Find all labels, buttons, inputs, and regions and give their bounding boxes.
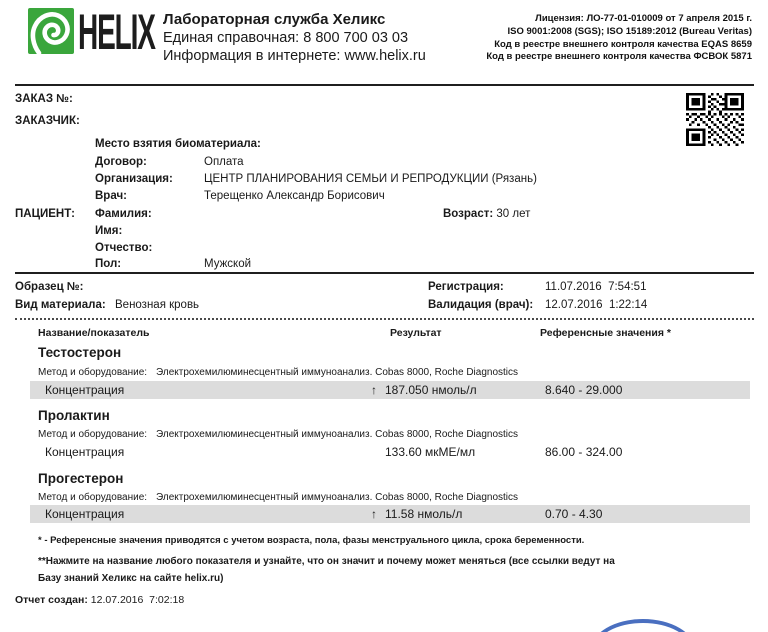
logo-wordmark: HELIX	[78, 4, 155, 60]
report-created-row	[15, 594, 184, 606]
method-label: Метод и оборудование:	[38, 367, 148, 378]
hotline-text: Единая справочная: 8 800 700 03 03	[163, 30, 409, 46]
organization-label: Организация:	[95, 173, 173, 185]
column-name: Название/показатель	[38, 327, 150, 339]
method-value: Электрохемилюминесцентный иммуноанализ. Cobas 8000, Roche Diagnostics	[156, 429, 519, 440]
material-type-label: Вид материала:	[15, 299, 106, 311]
helix-logo-icon	[28, 8, 74, 54]
result-value	[371, 383, 477, 397]
patient-label: ПАЦИЕНТ:	[15, 208, 75, 220]
dotted-divider	[15, 318, 754, 320]
sample-number-label: Образец №:	[15, 281, 84, 293]
fsvok-line: Код в реестре внешнего контроля качества ФСВОК 5871	[486, 51, 752, 63]
test-name-testosterone[interactable]: Тестостерон	[38, 345, 122, 360]
method-label: Метод и оборудование:	[38, 492, 148, 503]
result-number: 133.60 мкМЕ/мл	[385, 445, 476, 459]
knowledge-base-footnote: **Нажмите на название любого показателя и узнайте, что он значит и почему может меняться (все ссылки ведут на Базу знаний Хеликс на сайте helix.ru)	[38, 556, 615, 584]
organization-value: ЦЕНТР ПЛАНИРОВАНИЯ СЕМЬИ И РЕПРОДУКЦИИ (Рязань)	[204, 173, 537, 185]
created-label: Отчет создан:	[15, 594, 88, 606]
column-reference: Референсные значения *	[540, 327, 671, 339]
patient-divider	[15, 272, 754, 274]
high-flag-icon: ↑	[371, 507, 377, 521]
lab-service-title: Лабораторная служба Хеликс	[163, 11, 386, 28]
test-method-row	[38, 367, 518, 378]
parameter-name: Концентрация	[45, 383, 125, 397]
stamp-ellipse	[591, 619, 695, 632]
contract-value: Оплата	[204, 156, 244, 168]
sex-value: Мужской	[204, 258, 252, 270]
result-value	[371, 445, 475, 459]
age-row	[443, 208, 530, 220]
eqas-line: Код в реестре внешнего контроля качества EQAS 8659	[494, 38, 752, 50]
reference-range: 0.70 - 4.30	[545, 507, 603, 521]
result-number: 11.58 нмоль/л	[385, 507, 463, 521]
license-block	[486, 13, 752, 64]
result-row-prolactin	[30, 443, 750, 461]
test-name-prolactin[interactable]: Пролактин	[38, 408, 110, 423]
registration-label: Регистрация:	[428, 281, 504, 293]
created-value: 12.07.2016 7:02:18	[90, 594, 185, 606]
qr-code	[686, 93, 744, 146]
sex-label: Пол:	[95, 258, 122, 270]
license-line: Лицензия: ЛО-77-01-010009 от 7 апреля 2015 г.	[535, 13, 752, 24]
contract-label: Договор:	[95, 156, 147, 168]
middlename-label: Отчество:	[95, 242, 153, 254]
test-method-row	[38, 492, 518, 503]
order-number-label: ЗАКАЗ №:	[15, 93, 73, 105]
validation-label: Валидация (врач):	[428, 299, 534, 311]
firstname-label: Имя:	[95, 225, 123, 237]
column-result: Результат	[390, 327, 442, 339]
validation-value: 12.07.2016 1:22:14	[545, 299, 648, 311]
iso-line: ISO 9001:2008 (SGS); ISO 15189:2012 (Bureau Veritas)	[507, 25, 752, 37]
result-number: 187.050 нмоль/л	[385, 383, 477, 397]
result-row-testosterone	[30, 381, 750, 399]
customer-label: ЗАКАЗЧИК:	[15, 115, 80, 127]
website-text: Информация в интернете: www.helix.ru	[163, 48, 426, 64]
header-contact-block	[163, 11, 426, 65]
result-row-progesterone	[30, 505, 750, 523]
high-flag-icon: ↑	[371, 383, 377, 397]
reference-footnote: * - Референсные значения приводятся с учетом возраста, пола, фазы менструального цикла, срока беременности.	[38, 535, 585, 546]
header-divider	[15, 84, 754, 86]
registration-value: 11.07.2016 7:54:51	[545, 281, 647, 293]
lastname-label: Фамилия:	[95, 208, 152, 220]
method-value: Электрохемилюминесцентный иммуноанализ. Cobas 8000, Roche Diagnostics	[156, 492, 519, 503]
age-value: 30 лет	[496, 208, 531, 220]
doctor-label: Врач:	[95, 190, 127, 202]
age-label: Возраст:	[443, 208, 494, 220]
parameter-name: Концентрация	[45, 507, 125, 521]
method-value: Электрохемилюминесцентный иммуноанализ. Cobas 8000, Roche Diagnostics	[156, 367, 519, 378]
doctor-value: Терещенко Александр Борисович	[204, 190, 385, 202]
biomaterial-place-label: Место взятия биоматериала:	[95, 138, 261, 150]
result-value	[371, 507, 462, 521]
reference-range: 8.640 - 29.000	[545, 383, 623, 397]
reference-range: 86.00 - 324.00	[545, 445, 623, 459]
test-method-row	[38, 429, 518, 440]
test-name-progesterone[interactable]: Прогестерон	[38, 471, 124, 486]
parameter-name: Концентрация	[45, 445, 125, 459]
material-type-value: Венозная кровь	[115, 299, 200, 311]
method-label: Метод и оборудование:	[38, 429, 148, 440]
